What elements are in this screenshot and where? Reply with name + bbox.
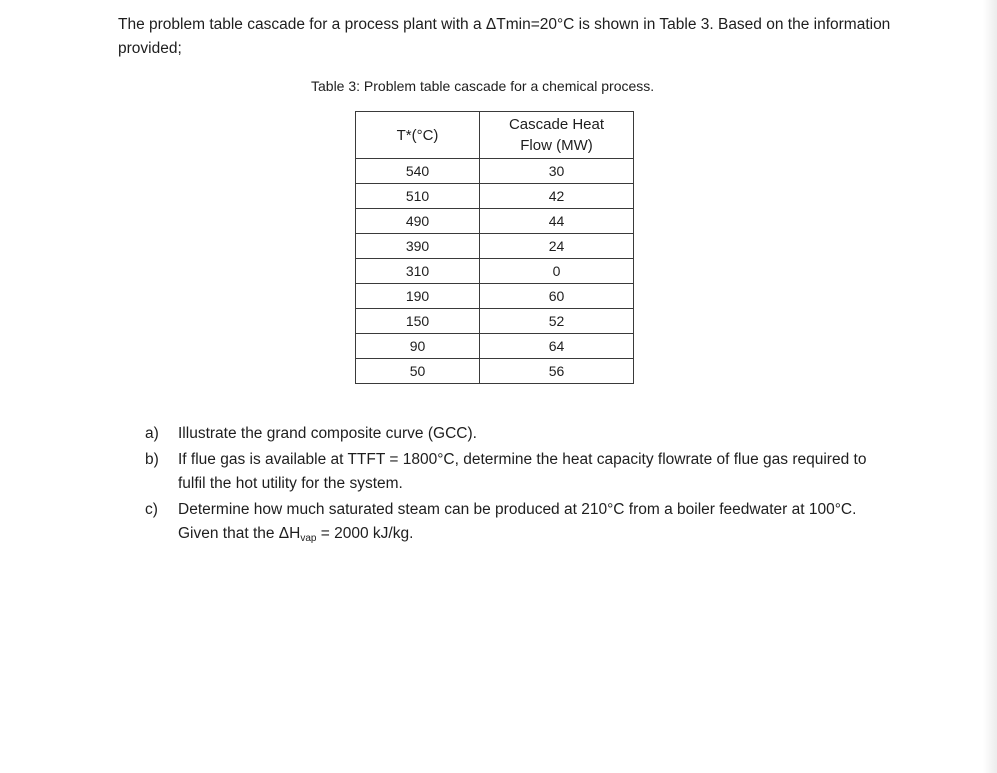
temperature-cell: 510	[356, 184, 480, 209]
heat-flow-cell: 52	[480, 309, 634, 334]
question-text: Illustrate the grand composite curve (GCC).	[178, 425, 477, 442]
question-marker: a)	[145, 425, 159, 442]
question-text-before: Determine how much saturated steam can be produced at 210°C from a boiler feedwater at 100°C. Given that the ΔH	[178, 500, 857, 542]
table-header-row	[356, 112, 634, 159]
table-caption: Table 3: Problem table cascade for a chemical process.	[311, 78, 655, 94]
temperature-cell: 150	[356, 309, 480, 334]
question-c	[145, 498, 885, 547]
table-row	[356, 209, 634, 234]
question-marker: b)	[145, 450, 159, 468]
cascade-header-line-1: Cascade Heat	[508, 116, 605, 133]
question-b	[145, 448, 885, 497]
table-row	[356, 259, 634, 284]
table-row	[356, 184, 634, 209]
vap-subscript: vap	[300, 533, 317, 544]
temperature-cell: 390	[356, 234, 480, 259]
temperature-header: T*(°C)	[356, 112, 480, 159]
table-row	[356, 159, 634, 184]
heat-flow-cell: 30	[480, 159, 634, 184]
temperature-cell: 90	[356, 334, 480, 359]
question-text: If flue gas is available at TTFT = 1800°C, determine the heat capacity flowrate of flue gas required to fulfil the hot utility for the system.	[178, 450, 867, 492]
temperature-cell: 540	[356, 159, 480, 184]
question-a	[145, 422, 885, 447]
heat-flow-cell: 60	[480, 284, 634, 309]
cascade-table	[355, 111, 634, 384]
table-row	[356, 359, 634, 384]
temperature-cell: 490	[356, 209, 480, 234]
table-row	[356, 309, 634, 334]
question-text-after: = 2000 kJ/kg.	[316, 525, 414, 542]
heat-flow-cell: 64	[480, 334, 634, 359]
cascade-heat-flow-header	[480, 112, 634, 159]
table-row	[356, 284, 634, 309]
temperature-cell: 190	[356, 284, 480, 309]
table-row	[356, 334, 634, 359]
temperature-cell: 310	[356, 259, 480, 284]
intro-paragraph: The problem table cascade for a process plant with a ΔTmin=20°C is shown in Table 3. Based on the information provided;	[118, 16, 891, 57]
temperature-cell: 50	[356, 359, 480, 384]
question-list	[145, 422, 885, 548]
heat-flow-cell: 44	[480, 209, 634, 234]
heat-flow-cell: 24	[480, 234, 634, 259]
question-marker: c)	[145, 500, 158, 518]
cascade-header-line-2: Flow (MW)	[520, 137, 593, 154]
heat-flow-cell: 42	[480, 184, 634, 209]
heat-flow-cell: 0	[480, 259, 634, 284]
heat-flow-cell: 56	[480, 359, 634, 384]
page-edge-shadow	[983, 0, 997, 773]
table-row	[356, 234, 634, 259]
